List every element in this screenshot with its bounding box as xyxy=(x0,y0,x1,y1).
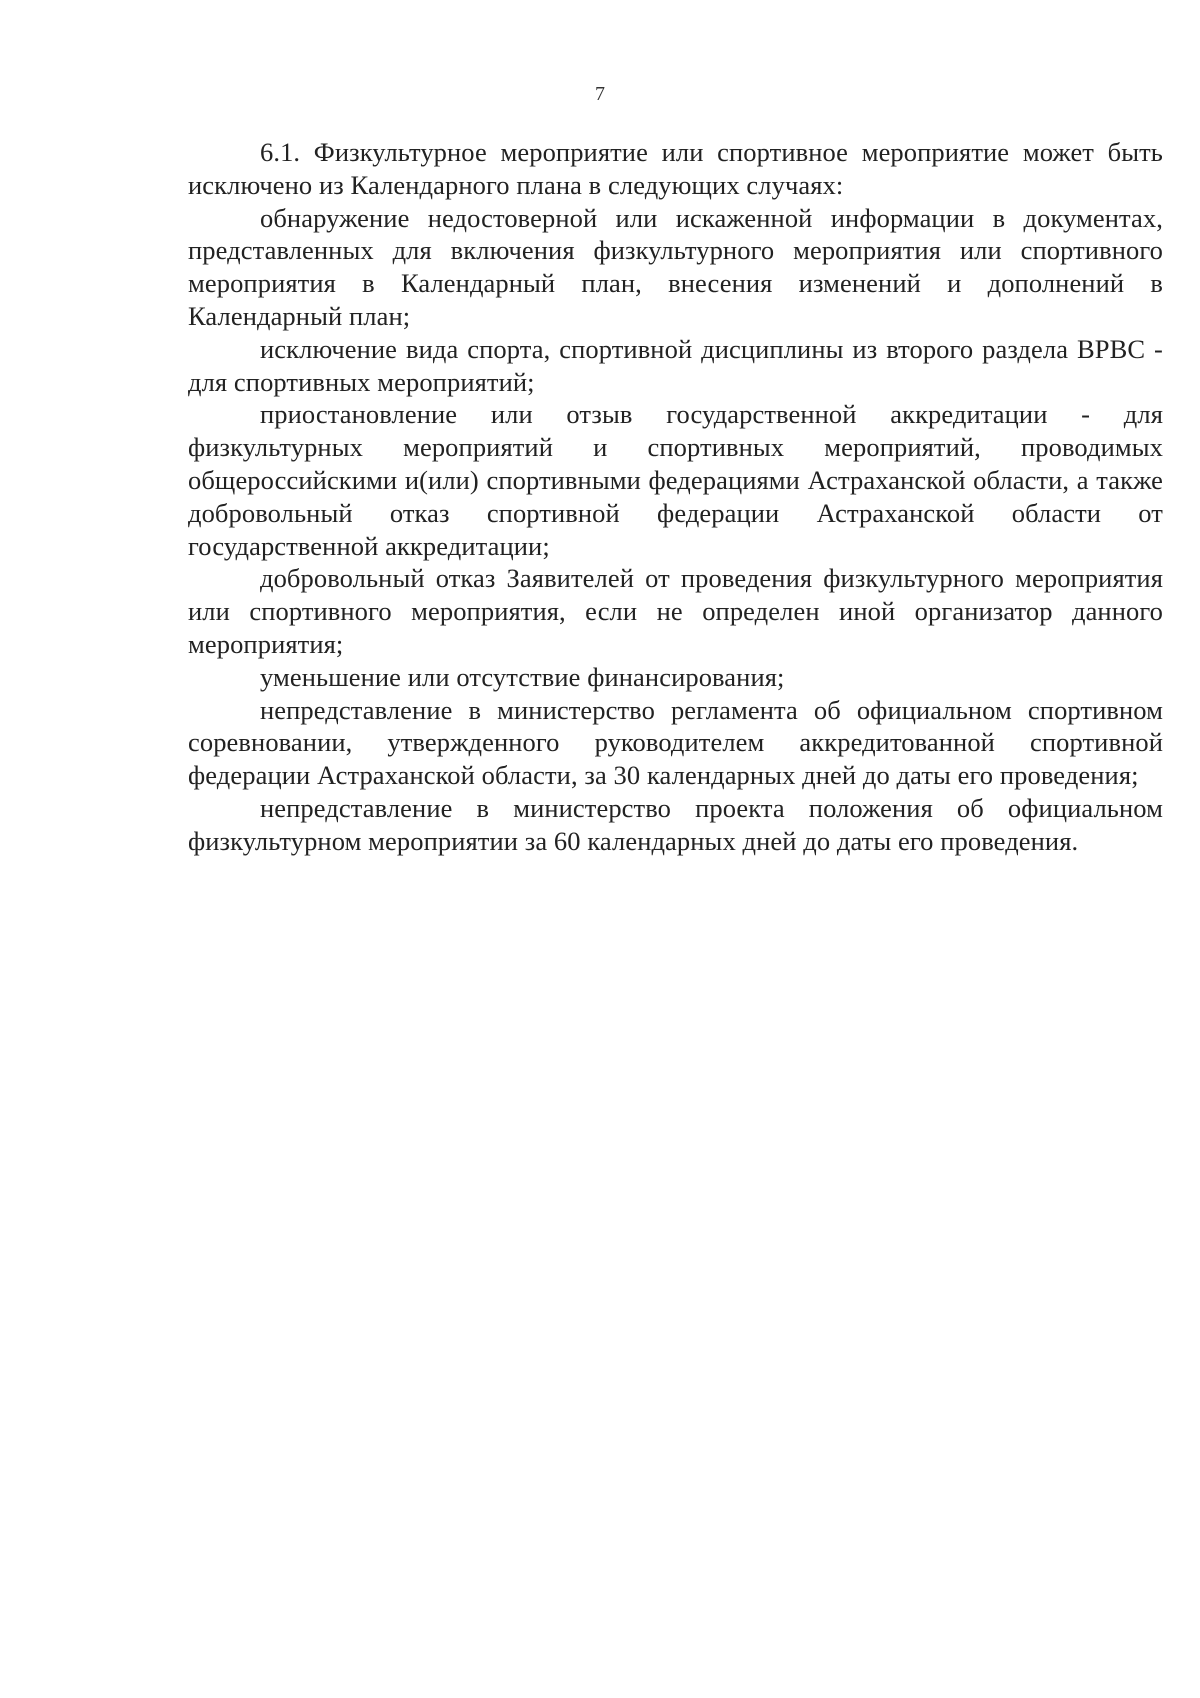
document-body xyxy=(188,136,1163,858)
paragraph-exclusion-intro: 6.1. Физкультурное мероприятие или спортивное мероприятие может быть исключено из Календарного плана в следующих случаях: xyxy=(188,137,1163,200)
paragraph-funding-reduction: уменьшение или отсутствие финансирования; xyxy=(260,661,785,692)
paragraph-regulation-not-submitted: непредставление в министерство регламента об официальном спортивном соревновании, утвержденного руководителем аккредитованной спортивной федерации Астраханской области, за 30 календарных дней до даты его проведения; xyxy=(188,694,1163,791)
page-number: 7 xyxy=(595,83,605,105)
paragraph-sport-excluded: исключение вида спорта, спортивной дисциплины из второго раздела ВРВС - для спортивных мероприятий; xyxy=(188,333,1163,397)
paragraph-accreditation-revoked: приостановление или отзыв государственной аккредитации - для физкультурных мероприятий и спортивных мероприятий, проводимых общероссийскими и(или) спортивными федерациями Астраханской области, а также добровольный отказ спортивной федерации Астраханской области от государственной аккредитации; xyxy=(188,399,1163,561)
paragraph-draft-provision-not-submitted: непредставление в министерство проекта положения об официальном физкультурном мероприятии за 60 календарных дней до даты его проведения. xyxy=(188,792,1163,856)
paragraph-voluntary-refusal: добровольный отказ Заявителей от проведения физкультурного мероприятия или спортивного мероприятия, если не определен иной организатор данного мероприятия; xyxy=(188,563,1163,659)
paragraph-false-information: обнаружение недостоверной или искаженной информации в документах, представленных для включения физкультурного мероприятия или спортивного мероприятия в Календарный план, внесения изменений и дополнений в Календарный план; xyxy=(188,202,1163,331)
